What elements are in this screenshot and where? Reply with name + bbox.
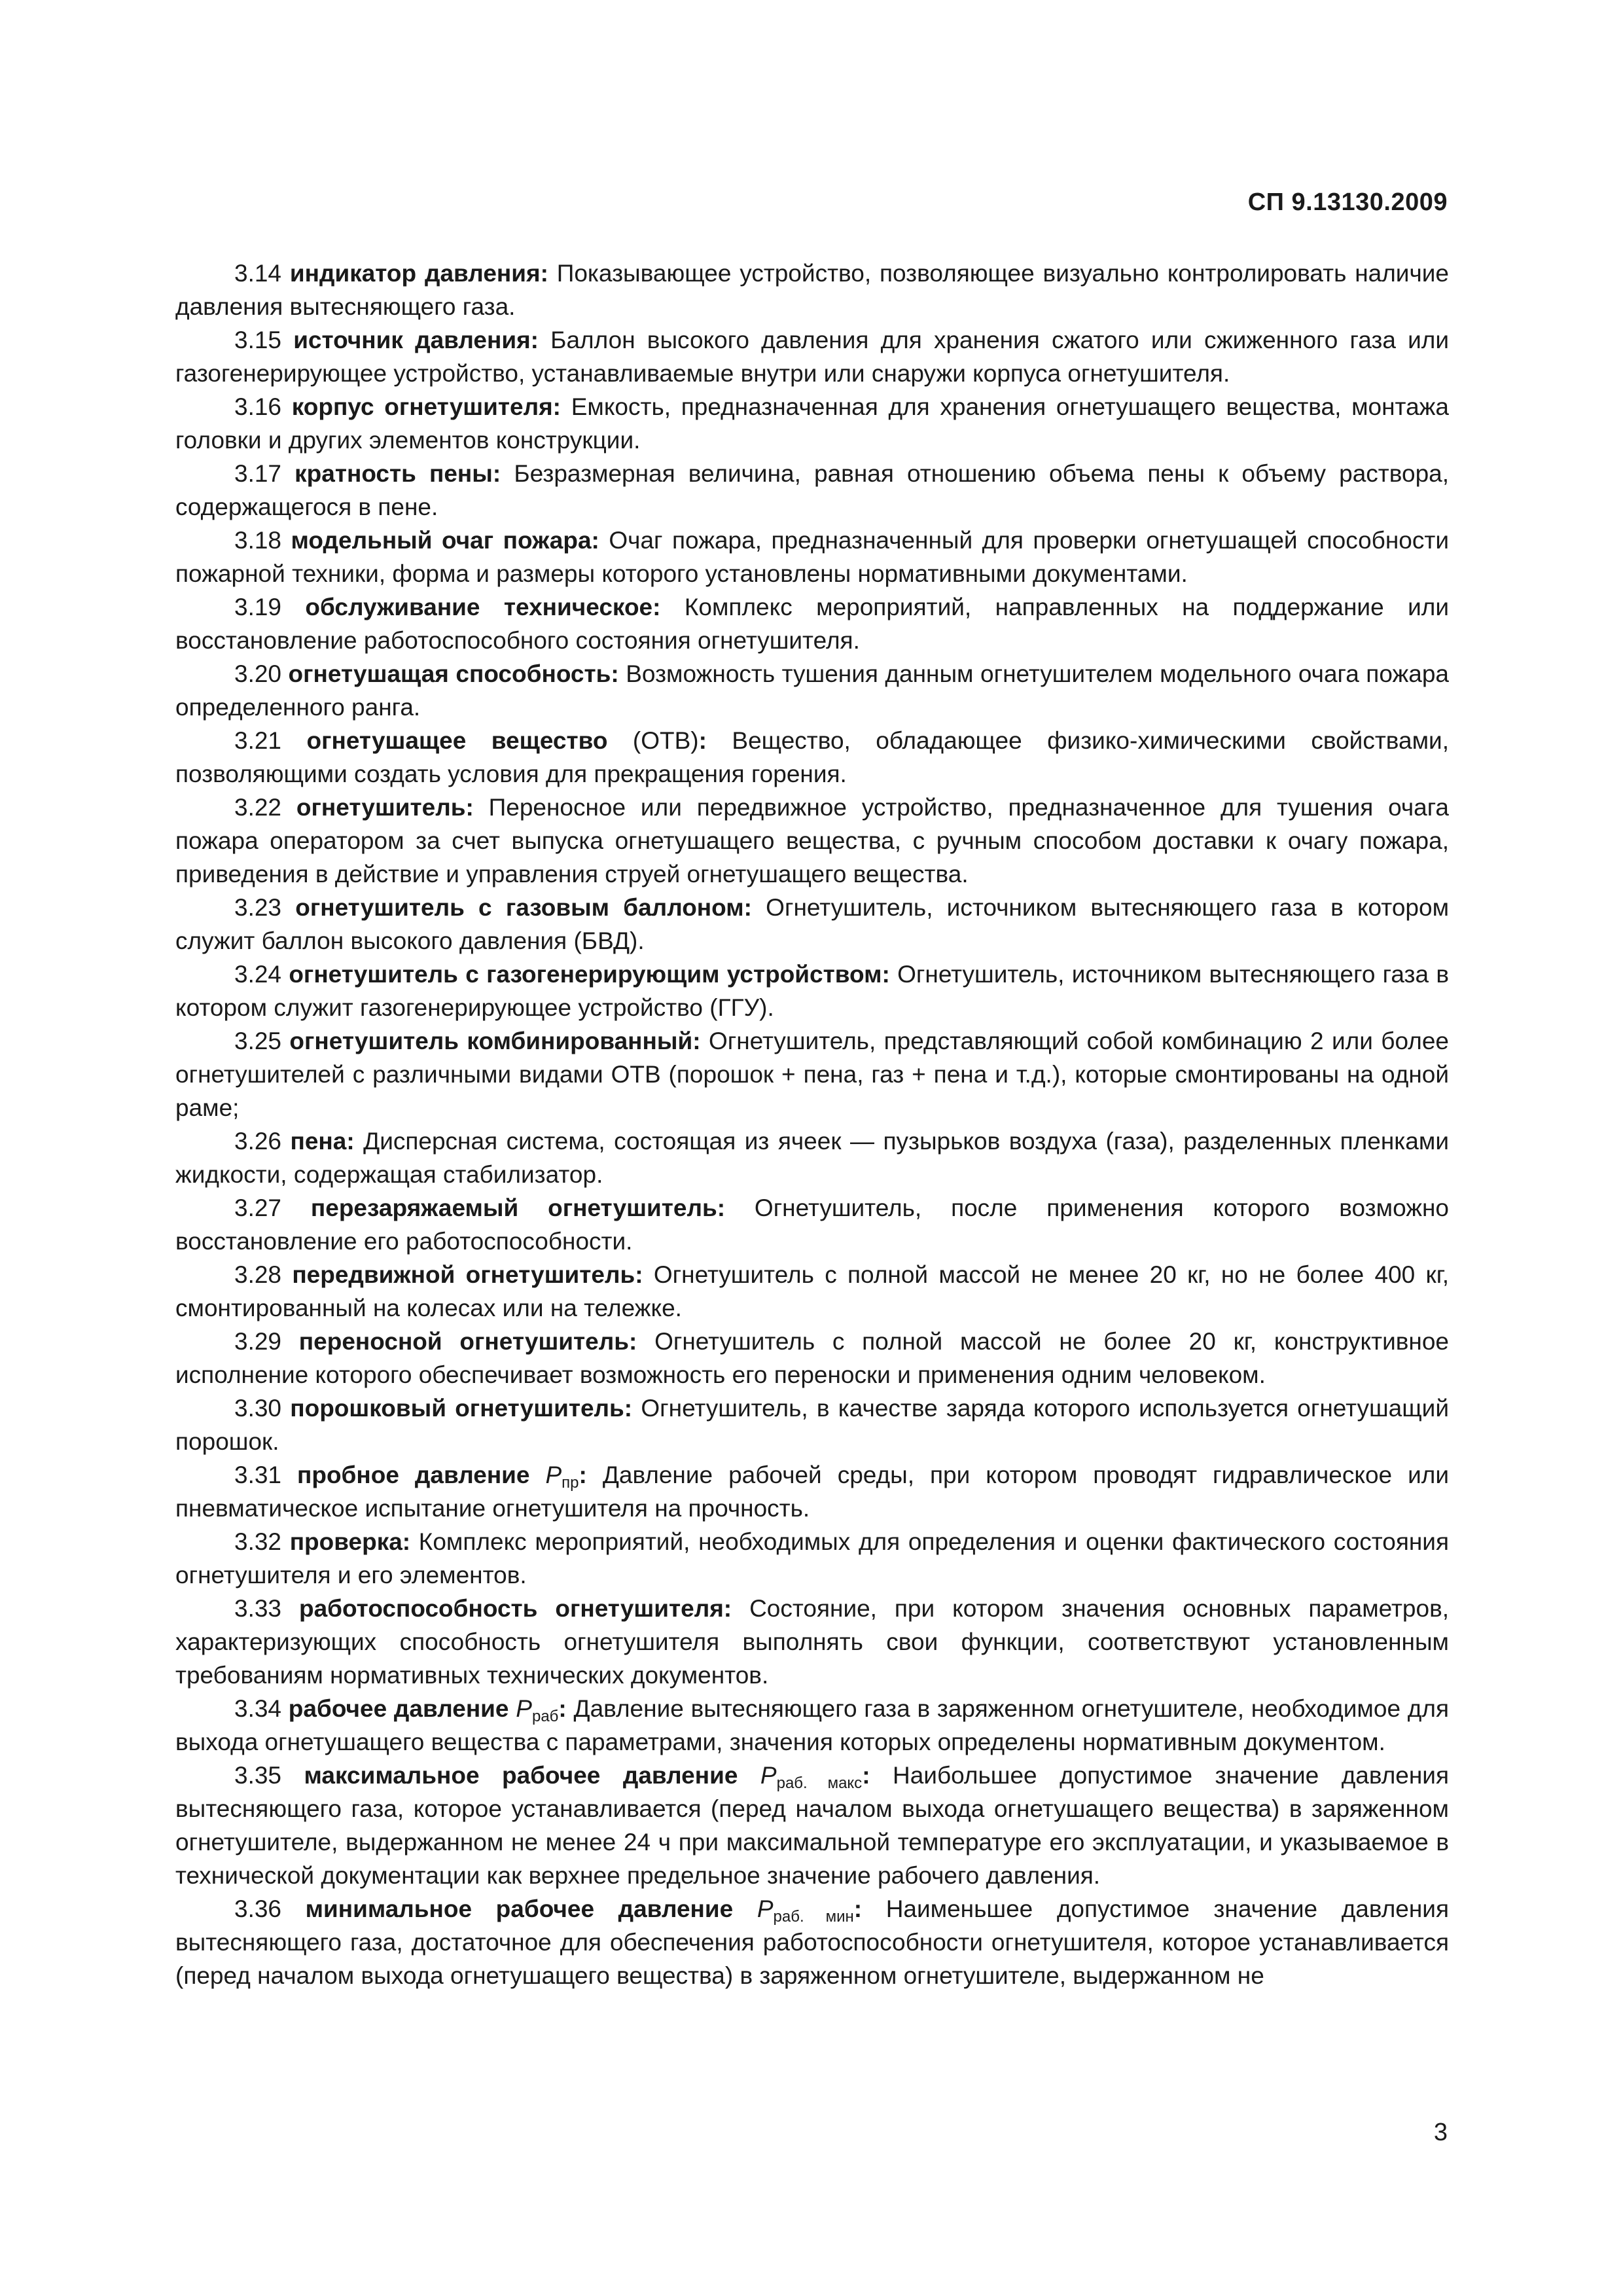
term-symbol: P <box>760 1762 777 1789</box>
term-number: 3.20 <box>234 660 282 687</box>
term-name <box>299 1328 637 1355</box>
term-definition: Безразмерная величина, равная отношению объема пены к объему раствора, содержащегося в пене. <box>175 460 1450 520</box>
term-entry <box>175 590 1449 657</box>
term-name-text: огнетушащее вещество <box>306 727 608 754</box>
term-name <box>311 1194 725 1221</box>
term-number: 3.18 <box>234 527 282 554</box>
term-number: 3.29 <box>234 1328 282 1355</box>
term-name-text: переносной огнетушитель: <box>298 1328 637 1355</box>
term-number: 3.27 <box>234 1194 282 1221</box>
term-entry <box>175 958 1449 1024</box>
term-symbol-subscript: раб. макс <box>776 1774 863 1792</box>
term-name-text: обслуживание техническое: <box>305 594 661 620</box>
term-entry <box>175 1124 1449 1191</box>
term-colon: : <box>558 1695 567 1722</box>
term-number: 3.28 <box>234 1261 282 1288</box>
term-colon: : <box>862 1762 870 1789</box>
term-colon: : <box>579 1462 587 1488</box>
term-entry <box>175 724 1449 791</box>
term-number: 3.34 <box>234 1695 282 1722</box>
term-name <box>289 1028 700 1054</box>
term-name <box>296 794 474 821</box>
term-definition: Огнетушитель, после применения которого возможно восстановление его работоспособности. <box>175 1194 1450 1255</box>
term-name-text: огнетушитель комбинированный: <box>289 1028 701 1054</box>
term-name-text: пробное давление <box>297 1462 546 1488</box>
term-number: 3.30 <box>234 1395 282 1422</box>
page-number: 3 <box>1433 2119 1448 2146</box>
term-number: 3.15 <box>234 327 282 353</box>
term-symbol-subscript: раб <box>531 1708 559 1725</box>
term-number: 3.21 <box>234 727 282 754</box>
term-definition: Очаг пожара, предназначенный для проверки огнетушащей способности пожарной техники, форма и размеры которого установлены нормативными документами. <box>175 527 1449 587</box>
term-number: 3.17 <box>234 460 282 487</box>
term-entry <box>175 1458 1449 1525</box>
term-definition: Показывающее устройство, позволяющее визуально контролировать наличие давления вытесняющего газа. <box>175 260 1449 320</box>
term-definition: Огнетушитель, источником вытесняющего газа в котором служит баллон высокого давления (БВД). <box>175 894 1450 954</box>
term-definition: Огнетушитель, в качестве заряда которого используется огнетушащий порошок. <box>175 1395 1450 1455</box>
term-definition: Комплекс мероприятий, необходимых для определения и оценки фактического состояния огнетушителя и его элементов. <box>175 1528 1449 1588</box>
term-definition: Вещество, обладающее физико-химическими свойствами, позволяющими создать условия для прекращения горения. <box>175 727 1450 787</box>
term-definition: Состояние, при котором значения основных параметров, характеризующих способность огнетушителя выполнять свои функции, соответствуют установленным требованиям нормативных технических документов. <box>175 1595 1450 1689</box>
term-entry <box>175 1325 1449 1391</box>
term-name-text: пена: <box>290 1128 355 1155</box>
term-definition: Огнетушитель, источником вытесняющего газа в котором служит газогенерирующее устройство (ГГУ). <box>175 961 1450 1021</box>
term-number: 3.19 <box>234 594 282 620</box>
term-name <box>306 727 607 754</box>
term-name <box>289 961 890 988</box>
term-name <box>290 260 548 287</box>
term-name <box>289 660 619 687</box>
term-definition: Давление рабочей среды, при котором проводят гидравлическое или пневматическое испытание огнетушителя на прочность. <box>175 1462 1450 1522</box>
term-definition: Переносное или передвижное устройство, предназначенное для тушения очага пожара оператором за счет выпуска огнетушащего вещества, с ручным способом доставки к очагу пожара, приведения в действие и управления струей огнетушащего вещества. <box>175 794 1450 888</box>
term-entry <box>175 891 1449 958</box>
term-number: 3.24 <box>234 961 282 988</box>
term-entry <box>175 1024 1449 1124</box>
term-number: 3.26 <box>234 1128 282 1155</box>
term-name-text: огнетушитель с газовым баллоном: <box>295 894 752 921</box>
term-number: 3.35 <box>234 1762 282 1789</box>
term-name-text: огнетушащая способность: <box>288 660 619 687</box>
term-entry <box>175 1391 1449 1458</box>
term-entry <box>175 791 1449 891</box>
term-abbreviation: (ОТВ) <box>607 727 699 754</box>
terms-list <box>175 257 1449 1992</box>
term-name-text: модельный очаг пожара: <box>291 527 599 554</box>
term-definition: Дисперсная система, состоящая из ячеек — пузырьков воздуха (газа), разделенных пленками жидкости, содержащая стабилизатор. <box>175 1128 1449 1188</box>
term-name-text: огнетушитель: <box>296 794 474 821</box>
term-number: 3.33 <box>234 1595 282 1622</box>
term-definition: Емкость, предназначенная для хранения огнетушащего вещества, монтажа головки и других элементов конструкции. <box>175 393 1449 454</box>
document-code: СП 9.13130.2009 <box>1247 188 1448 216</box>
term-definition: Давление вытесняющего газа в заряженном огнетушителе, необходимое для выхода огнетушащего вещества с параметрами, значения которых определены нормативным документом. <box>175 1695 1450 1755</box>
term-entry <box>175 524 1449 590</box>
term-name <box>290 1395 632 1422</box>
term-entry <box>175 1191 1449 1258</box>
term-name-text: порошковый огнетушитель: <box>290 1395 633 1422</box>
term-name <box>289 1695 516 1722</box>
term-name <box>292 1261 643 1288</box>
term-number: 3.16 <box>234 393 282 420</box>
term-number: 3.36 <box>234 1895 282 1922</box>
term-entry <box>175 1525 1449 1592</box>
term-name <box>306 1895 757 1922</box>
term-entry <box>175 457 1449 524</box>
term-colon: : <box>853 1895 863 1922</box>
term-name-text: работоспособность огнетушителя: <box>298 1595 732 1622</box>
term-symbol: P <box>516 1695 532 1722</box>
term-name-text: передвижной огнетушитель: <box>292 1261 643 1288</box>
term-name <box>299 1595 732 1622</box>
term-entry <box>175 1258 1449 1325</box>
term-name <box>292 393 561 420</box>
term-name-text: огнетушитель с газогенерирующим устройством: <box>289 961 890 988</box>
term-number: 3.31 <box>234 1462 282 1488</box>
term-name <box>294 460 501 487</box>
term-name <box>290 1528 410 1555</box>
term-symbol-subscript: пр <box>562 1474 579 1492</box>
term-name-text: рабочее давление <box>288 1695 516 1722</box>
term-name <box>291 527 599 554</box>
term-definition: Огнетушитель, представляющий собой комбинацию 2 или более огнетушителей с различными видами ОТВ (порошок + пена, газ + пена и т.д.), которые смонтированы на одной раме; <box>175 1028 1449 1121</box>
term-name <box>304 1762 760 1789</box>
term-number: 3.23 <box>234 894 282 921</box>
term-definition: Наибольшее допустимое значение давления вытесняющего газа, которое устанавливается (перед началом выхода огнетушащего вещества) в заряженном огнетушителе, выдержанном не менее 24 ч при максимальной температуре его эксплуатации, и указываемое в технической документации как верхнее предельное значение рабочего давления. <box>175 1762 1449 1889</box>
term-name-text: источник давления: <box>293 327 539 353</box>
term-name-text: максимальное рабочее давление <box>304 1762 760 1789</box>
term-name <box>297 1462 545 1488</box>
term-definition: Огнетушитель с полной массой не более 20 кг, конструктивное исполнение которого обеспечивает возможность его переноски и применения одним человеком. <box>175 1328 1450 1388</box>
term-name-text: проверка: <box>289 1528 411 1555</box>
term-entry <box>175 257 1449 323</box>
term-name <box>293 327 539 353</box>
term-number: 3.25 <box>234 1028 282 1054</box>
term-entry <box>175 1692 1449 1759</box>
term-name-text: минимальное рабочее давление <box>305 1895 757 1922</box>
term-name-text: корпус огнетушителя: <box>291 393 562 420</box>
term-entry <box>175 323 1449 390</box>
term-entry <box>175 1592 1449 1692</box>
term-definition: Возможность тушения данным огнетушителем модельного очага пожара определенного ранга. <box>175 660 1449 721</box>
term-entry <box>175 1892 1449 1992</box>
term-symbol: P <box>545 1462 562 1488</box>
term-name-text: перезаряжаемый огнетушитель: <box>310 1194 726 1221</box>
term-number: 3.32 <box>234 1528 282 1555</box>
term-colon: : <box>698 727 707 754</box>
term-definition: Огнетушитель с полной массой не менее 20 кг, но не более 400 кг, смонтированный на колесах или на тележке. <box>175 1261 1449 1321</box>
term-symbol-subscript: раб. мин <box>773 1908 854 1926</box>
term-number: 3.22 <box>234 794 282 821</box>
term-symbol: P <box>757 1895 774 1922</box>
term-entry <box>175 390 1449 457</box>
term-entry <box>175 1759 1449 1892</box>
term-name <box>290 1128 354 1155</box>
term-number: 3.14 <box>234 260 282 287</box>
term-definition: Комплекс мероприятий, направленных на поддержание или восстановление работоспособного состояния огнетушителя. <box>175 594 1449 654</box>
term-name-text: кратность пены: <box>294 460 501 487</box>
term-name <box>305 594 660 620</box>
term-definition: Наименьшее допустимое значение давления вытесняющего газа, достаточное для обеспечения работоспособности огнетушителя, которое устанавливается (перед началом выхода огнетушащего вещества) в заряженном огнетушителе, выдержанном не <box>175 1895 1449 1989</box>
term-entry <box>175 657 1449 724</box>
term-definition: Баллон высокого давления для хранения сжатого или сжиженного газа или газогенерирующее устройство, устанавливаемые внутри или снаружи корпуса огнетушителя. <box>175 327 1450 387</box>
term-name-text: индикатор давления: <box>289 260 548 287</box>
term-name <box>295 894 752 921</box>
